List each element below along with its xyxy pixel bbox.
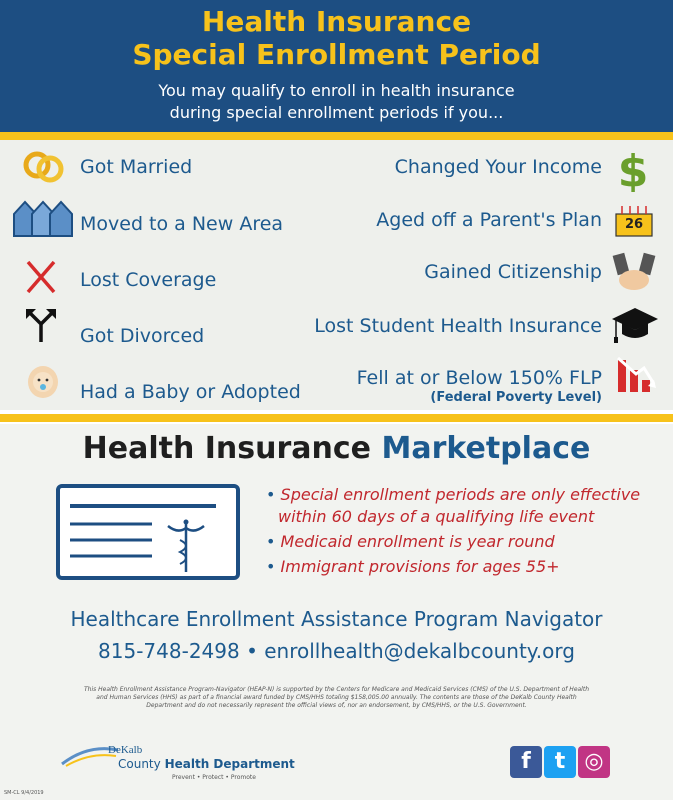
- event-poverty-level-label: Fell at or Below 150% FLP: [356, 367, 602, 389]
- bullet-item: • Immigrant provisions for ages 55+: [266, 557, 560, 576]
- bullet-item: • Medicaid enrollment is year round: [266, 532, 555, 551]
- twitter-icon[interactable]: t: [544, 746, 576, 778]
- rings-icon: [22, 148, 66, 184]
- document-code: SM-CL 9/4/2019: [4, 790, 44, 796]
- event-lost-student-insurance: Lost Student Health Insurance: [314, 315, 602, 337]
- subtitle-line2: during special enrollment periods if you...: [169, 103, 504, 122]
- title-line2: Special Enrollment Period: [132, 38, 541, 71]
- contact-info[interactable]: 815-748-2498 • enrollhealth@dekalbcounty.org: [98, 639, 575, 663]
- event-changed-income: Changed Your Income: [394, 156, 602, 178]
- logo-health-department: [118, 757, 295, 771]
- marketplace-title: [0, 430, 673, 468]
- marketplace-title-a: Health Insurance: [82, 431, 372, 466]
- bullet-text: Medicaid enrollment is year round: [280, 532, 555, 551]
- dollar-icon: [616, 146, 650, 192]
- event-aged-off-plan: Aged off a Parent's Plan: [376, 209, 602, 231]
- handshake-icon: [612, 250, 656, 296]
- bullet-text: Special enrollment periods are only effective within 60 days of a qualifying life event: [278, 485, 641, 526]
- event-moved: Moved to a New Area: [80, 213, 284, 235]
- event-gained-citizenship: Gained Citizenship: [424, 261, 602, 283]
- logo-county: County: [118, 757, 165, 771]
- logo-dekalb: DeKalb: [108, 744, 143, 756]
- marketplace-bullets: [266, 484, 666, 581]
- instagram-icon[interactable]: ◎: [578, 746, 610, 778]
- cake-number: 26: [624, 217, 644, 232]
- gold-divider-bottom: [0, 414, 673, 422]
- qualifying-events: [0, 140, 673, 410]
- navigator-program: Healthcare Enrollment Assistance Program Navigator: [70, 607, 603, 631]
- title-line1: Health Insurance: [201, 5, 472, 38]
- svg-text:$: $: [617, 146, 649, 192]
- gold-divider-top: [0, 132, 673, 140]
- houses-icon: [12, 198, 74, 238]
- logo-dept: Health Department: [164, 757, 295, 771]
- marketplace-title-b: Marketplace: [381, 431, 591, 466]
- marketplace-section: [0, 424, 673, 800]
- baby-icon: [26, 360, 60, 400]
- event-got-married: Got Married: [80, 156, 193, 178]
- event-had-baby: Had a Baby or Adopted: [80, 381, 301, 403]
- insurance-card-icon: [56, 484, 240, 580]
- header-banner: [0, 0, 673, 132]
- event-lost-coverage: Lost Coverage: [80, 269, 217, 291]
- subtitle-line1: You may qualify to enroll in health insurance: [158, 81, 515, 100]
- split-arrow-icon: [24, 306, 58, 344]
- event-got-divorced: Got Divorced: [80, 325, 205, 347]
- graduation-cap-icon: [610, 304, 660, 348]
- event-poverty-level: [357, 366, 602, 406]
- birthday-cake-icon: [612, 200, 656, 240]
- facebook-icon[interactable]: f: [510, 746, 542, 778]
- bullet-item: • Special enrollment periods are only effective within 60 days of a qualifying life event: [266, 485, 641, 526]
- event-poverty-level-sub: (Federal Poverty Level): [430, 390, 602, 405]
- disclaimer: This Health Enrollment Assistance Program-Navigator (HEAP-N) is supported by the Centers for Medicare and Medicaid Services (CMS) of the U.S. Department of Health and Human Services (HHS) as part of a financial award funded by CMS/HHS totaling $158,005.00 annually. The contents are those of the DeKalb County Health Department and do not necessarily represent the official views of, nor an endorsement, by CMS/HHS, or the U.S. Government.: [83, 686, 590, 709]
- bullet-text: Immigrant provisions for ages 55+: [280, 557, 560, 576]
- x-mark-icon: [24, 258, 58, 296]
- declining-chart-icon: [614, 354, 658, 396]
- logo-tagline: Prevent • Protect • Promote: [172, 774, 256, 781]
